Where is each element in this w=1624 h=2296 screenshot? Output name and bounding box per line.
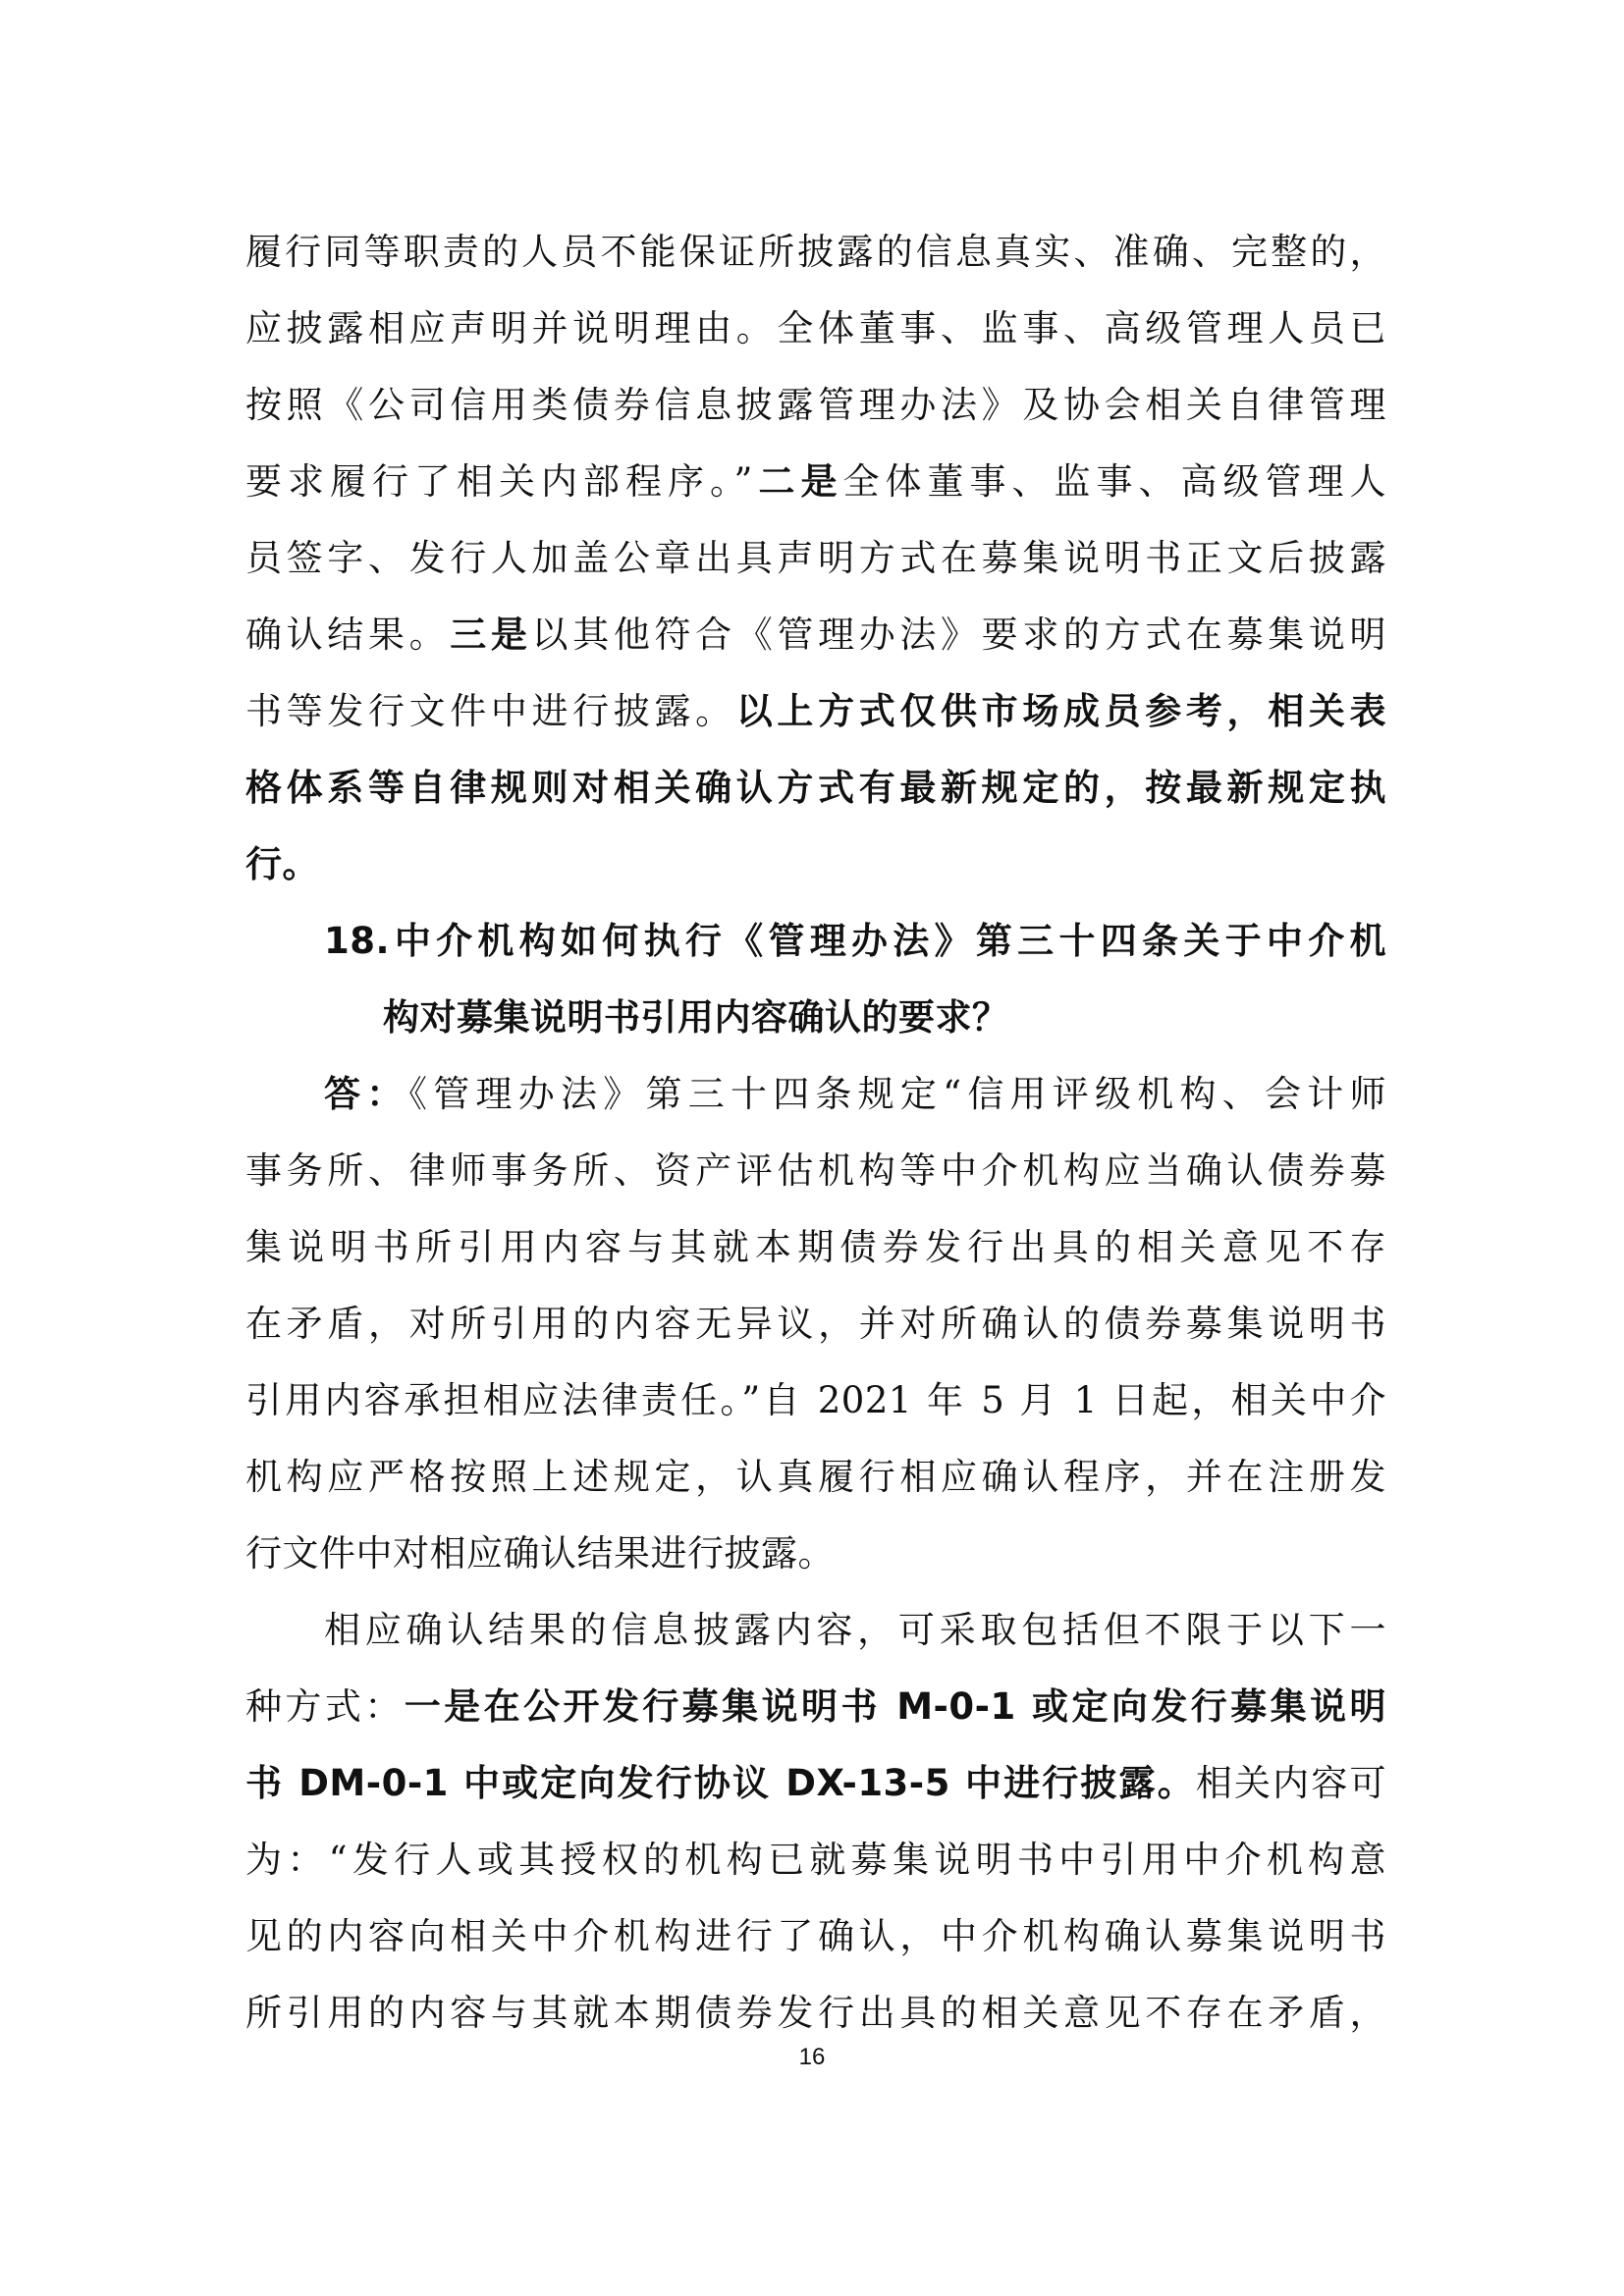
question-number: 18. bbox=[324, 920, 391, 962]
question-title-line-1: 18.中介机构如何执行《管理办法》第三十四条关于中介机 bbox=[324, 920, 1386, 962]
paragraph-line: 履行同等职责的人员不能保证所披露的信息真实、准确、完整的， bbox=[245, 231, 1386, 273]
bold-note: 以上方式仅供市场成员参考，相关表 bbox=[735, 690, 1387, 732]
question-title-line-2: 构对募集说明书引用内容确认的要求？ bbox=[383, 996, 1009, 1039]
text-block bbox=[245, 214, 1386, 2052]
answer-paragraph bbox=[245, 1056, 1386, 1592]
paragraph-line: 种方式：一是在公开发行募集说明书 M-0-1 或定向发行募集说明 bbox=[245, 1685, 1386, 1728]
paragraph-line: 书等发行文件中进行披露。以上方式仅供市场成员参考，相关表 bbox=[245, 690, 1387, 732]
paragraph-line: 在矛盾，对所引用的内容无异议，并对所确认的债券募集说明书 bbox=[245, 1303, 1386, 1345]
paragraph-line: 相应确认结果的信息披露内容，可采取包括但不限于以下一 bbox=[324, 1609, 1386, 1651]
paragraph-line: 所引用的内容与其就本期债券发行出具的相关意见不存在矛盾， bbox=[245, 1992, 1386, 2034]
answer-label: 答： bbox=[324, 1073, 409, 1115]
paragraph-line: 按照《公司信用类债券信息披露管理办法》及协会相关自律管理 bbox=[245, 384, 1386, 426]
paragraph-line bbox=[245, 827, 1386, 903]
paragraph-line: 集说明书所引用内容与其就本期债券发行出具的相关意见不存 bbox=[245, 1226, 1386, 1268]
page-number: 16 bbox=[798, 2044, 826, 2070]
paragraph-line: 行文件中对相应确认结果进行披露。 bbox=[245, 1532, 835, 1575]
bold-marker-er-shi: 二是 bbox=[752, 460, 843, 503]
paragraph-line: 为：“发行人或其授权的机构已就募集说明书中引用中介机构意 bbox=[245, 1839, 1386, 1881]
paragraph-line: 确认结果。三是以其他符合《管理办法》要求的方式在募集说明 bbox=[245, 614, 1387, 656]
bold-marker-san-shi: 三是 bbox=[450, 614, 532, 656]
paragraph-line: 员签字、发行人加盖公章出具声明方式在募集说明书正文后披露 bbox=[245, 537, 1386, 579]
disclosure-paragraph bbox=[245, 1592, 1386, 2052]
paragraph-line: 要求履行了相关内部程序。”二是全体董事、监事、高级管理人 bbox=[245, 460, 1387, 503]
question-heading bbox=[245, 903, 1386, 1056]
paragraph-line: 书 DM-0-1 中或定向发行协议 DX-13-5 中进行披露。相关内容可 bbox=[245, 1762, 1386, 1804]
bold-note: 行。 bbox=[245, 843, 319, 885]
paragraph-line: 答：《管理办法》第三十四条规定“信用评级机构、会计师 bbox=[324, 1073, 1387, 1115]
paragraph-line: 引用内容承担相应法律责任。”自 2021 年 5 月 1 日起，相关中介 bbox=[245, 1379, 1386, 1421]
paragraph-line: 机构应严格按照上述规定，认真履行相应确认程序，并在注册发 bbox=[245, 1456, 1386, 1498]
bold-note: 格体系等自律规则对相关确认方式有最新规定的，按最新规定执 bbox=[245, 767, 1386, 809]
paragraph-line bbox=[245, 750, 1386, 827]
bold-marker-yi-shi: 一是在公开发行募集说明书 M-0-1 或定向发行募集说明 bbox=[404, 1685, 1386, 1728]
bold-note: 书 DM-0-1 中或定向发行协议 DX-13-5 中进行披露。 bbox=[245, 1762, 1196, 1804]
paragraph-line: 应披露相应声明并说明理由。全体董事、监事、高级管理人员已 bbox=[245, 307, 1386, 349]
continuation-paragraph bbox=[245, 214, 1386, 903]
paragraph-line: 事务所、律师事务所、资产评估机构等中介机构应当确认债券募 bbox=[245, 1149, 1386, 1192]
paragraph-line: 见的内容向相关中介机构进行了确认，中介机构确认募集说明书 bbox=[245, 1915, 1386, 1957]
